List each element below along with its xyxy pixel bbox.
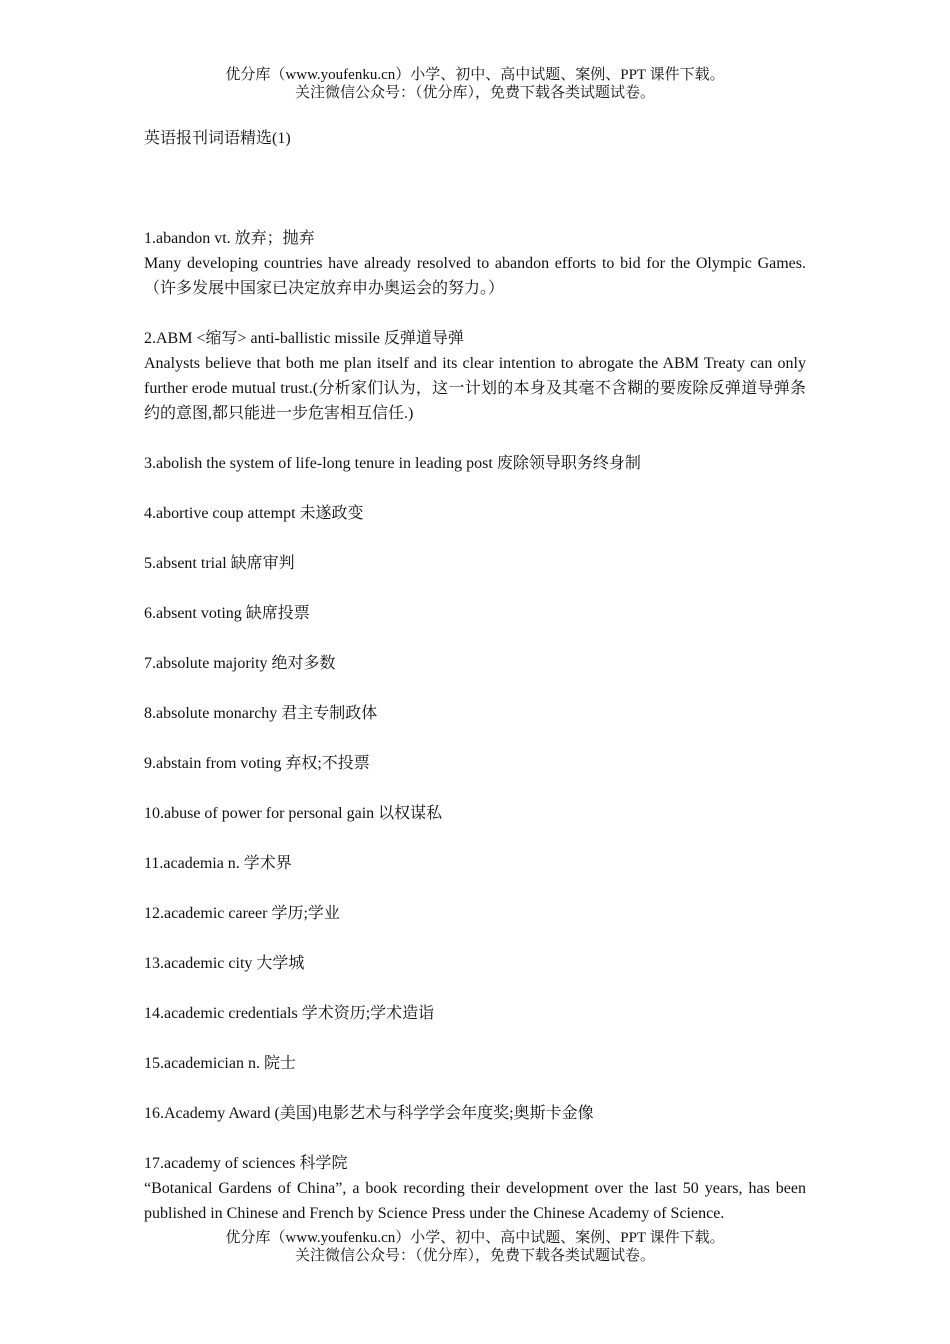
entry-example: Analysts believe that both me plan itself and its clear intention to abrogate the ABM Treaty can only further erode mutual trust.(分析家们认为，这一计划的本身及其毫不含糊的要废除反弹道导弹条约的意图,都只能进一步危害相互信任.): [144, 355, 806, 422]
footer-line-2: 关注微信公众号：（优分库），免费下载各类试题试卷。: [294, 1248, 655, 1264]
vocabulary-entry: [144, 601, 806, 626]
entry-term: 1.abandon vt. 放弃；抛弃: [144, 230, 315, 247]
entry-term: 17.academy of sciences 科学院: [144, 1155, 348, 1172]
vocabulary-entry: [144, 326, 806, 426]
entry-term: 13.academic city 大学城: [144, 955, 305, 972]
page-header: [0, 66, 950, 102]
entry-term: 3.abolish the system of life-long tenure in leading post 废除领导职务终身制: [144, 455, 641, 472]
entry-term: 12.academic career 学历;学业: [144, 905, 340, 922]
entry-term: 8.absolute monarchy 君主专制政体: [144, 705, 378, 722]
entry-example: “Botanical Gardens of China”, a book recording their development over the last 50 years, has been published in Chinese and French by Science Press under the Chinese Academy of Science.: [144, 1180, 806, 1222]
vocabulary-entry: [144, 1101, 806, 1126]
vocabulary-list: [144, 226, 806, 1226]
vocabulary-entry: [144, 801, 806, 826]
vocabulary-entry: [144, 451, 806, 476]
entry-term: 16.Academy Award (美国)电影艺术与科学学会年度奖;奥斯卡金像: [144, 1105, 594, 1122]
footer-line-1: 优分库（www.youfenku.cn）小学、初中、高中试题、案例、PPT 课件下载。: [225, 1230, 725, 1246]
vocabulary-entry: [144, 751, 806, 776]
vocabulary-entry: [144, 951, 806, 976]
entry-term: 15.academician n. 院士: [144, 1055, 296, 1072]
entry-term: 7.absolute majority 绝对多数: [144, 655, 336, 672]
entry-term: 4.abortive coup attempt 未遂政变: [144, 505, 364, 522]
entry-term: 11.academia n. 学术界: [144, 855, 292, 872]
entry-example: Many developing countries have already resolved to abandon efforts to bid for the Olympic Games.（许多发展中国家已决定放弃申办奥运会的努力。）: [144, 255, 806, 297]
entry-term: 5.absent trial 缺席审判: [144, 555, 295, 572]
entry-term: 14.academic credentials 学术资历;学术造诣: [144, 1005, 435, 1022]
vocabulary-entry: [144, 551, 806, 576]
entry-term: 9.abstain from voting 弃权;不投票: [144, 755, 370, 772]
header-line-2: 关注微信公众号：（优分库），免费下载各类试题试卷。: [294, 85, 655, 101]
vocabulary-entry: [144, 1001, 806, 1026]
header-line-1: 优分库（www.youfenku.cn）小学、初中、高中试题、案例、PPT 课件下载。: [225, 67, 725, 83]
document-title: 英语报刊词语精选(1): [144, 130, 291, 147]
vocabulary-entry: [144, 501, 806, 526]
entry-term: 6.absent voting 缺席投票: [144, 605, 310, 622]
vocabulary-entry: [144, 651, 806, 676]
vocabulary-entry: [144, 851, 806, 876]
vocabulary-entry: [144, 1151, 806, 1226]
page-footer: [0, 1229, 950, 1265]
vocabulary-entry: [144, 901, 806, 926]
vocabulary-entry: [144, 701, 806, 726]
vocabulary-entry: [144, 226, 806, 301]
entry-term: 10.abuse of power for personal gain 以权谋私: [144, 805, 443, 822]
document-body: [144, 126, 806, 1226]
vocabulary-entry: [144, 1051, 806, 1076]
entry-term: 2.ABM <缩写> anti-ballistic missile 反弹道导弹: [144, 330, 464, 347]
